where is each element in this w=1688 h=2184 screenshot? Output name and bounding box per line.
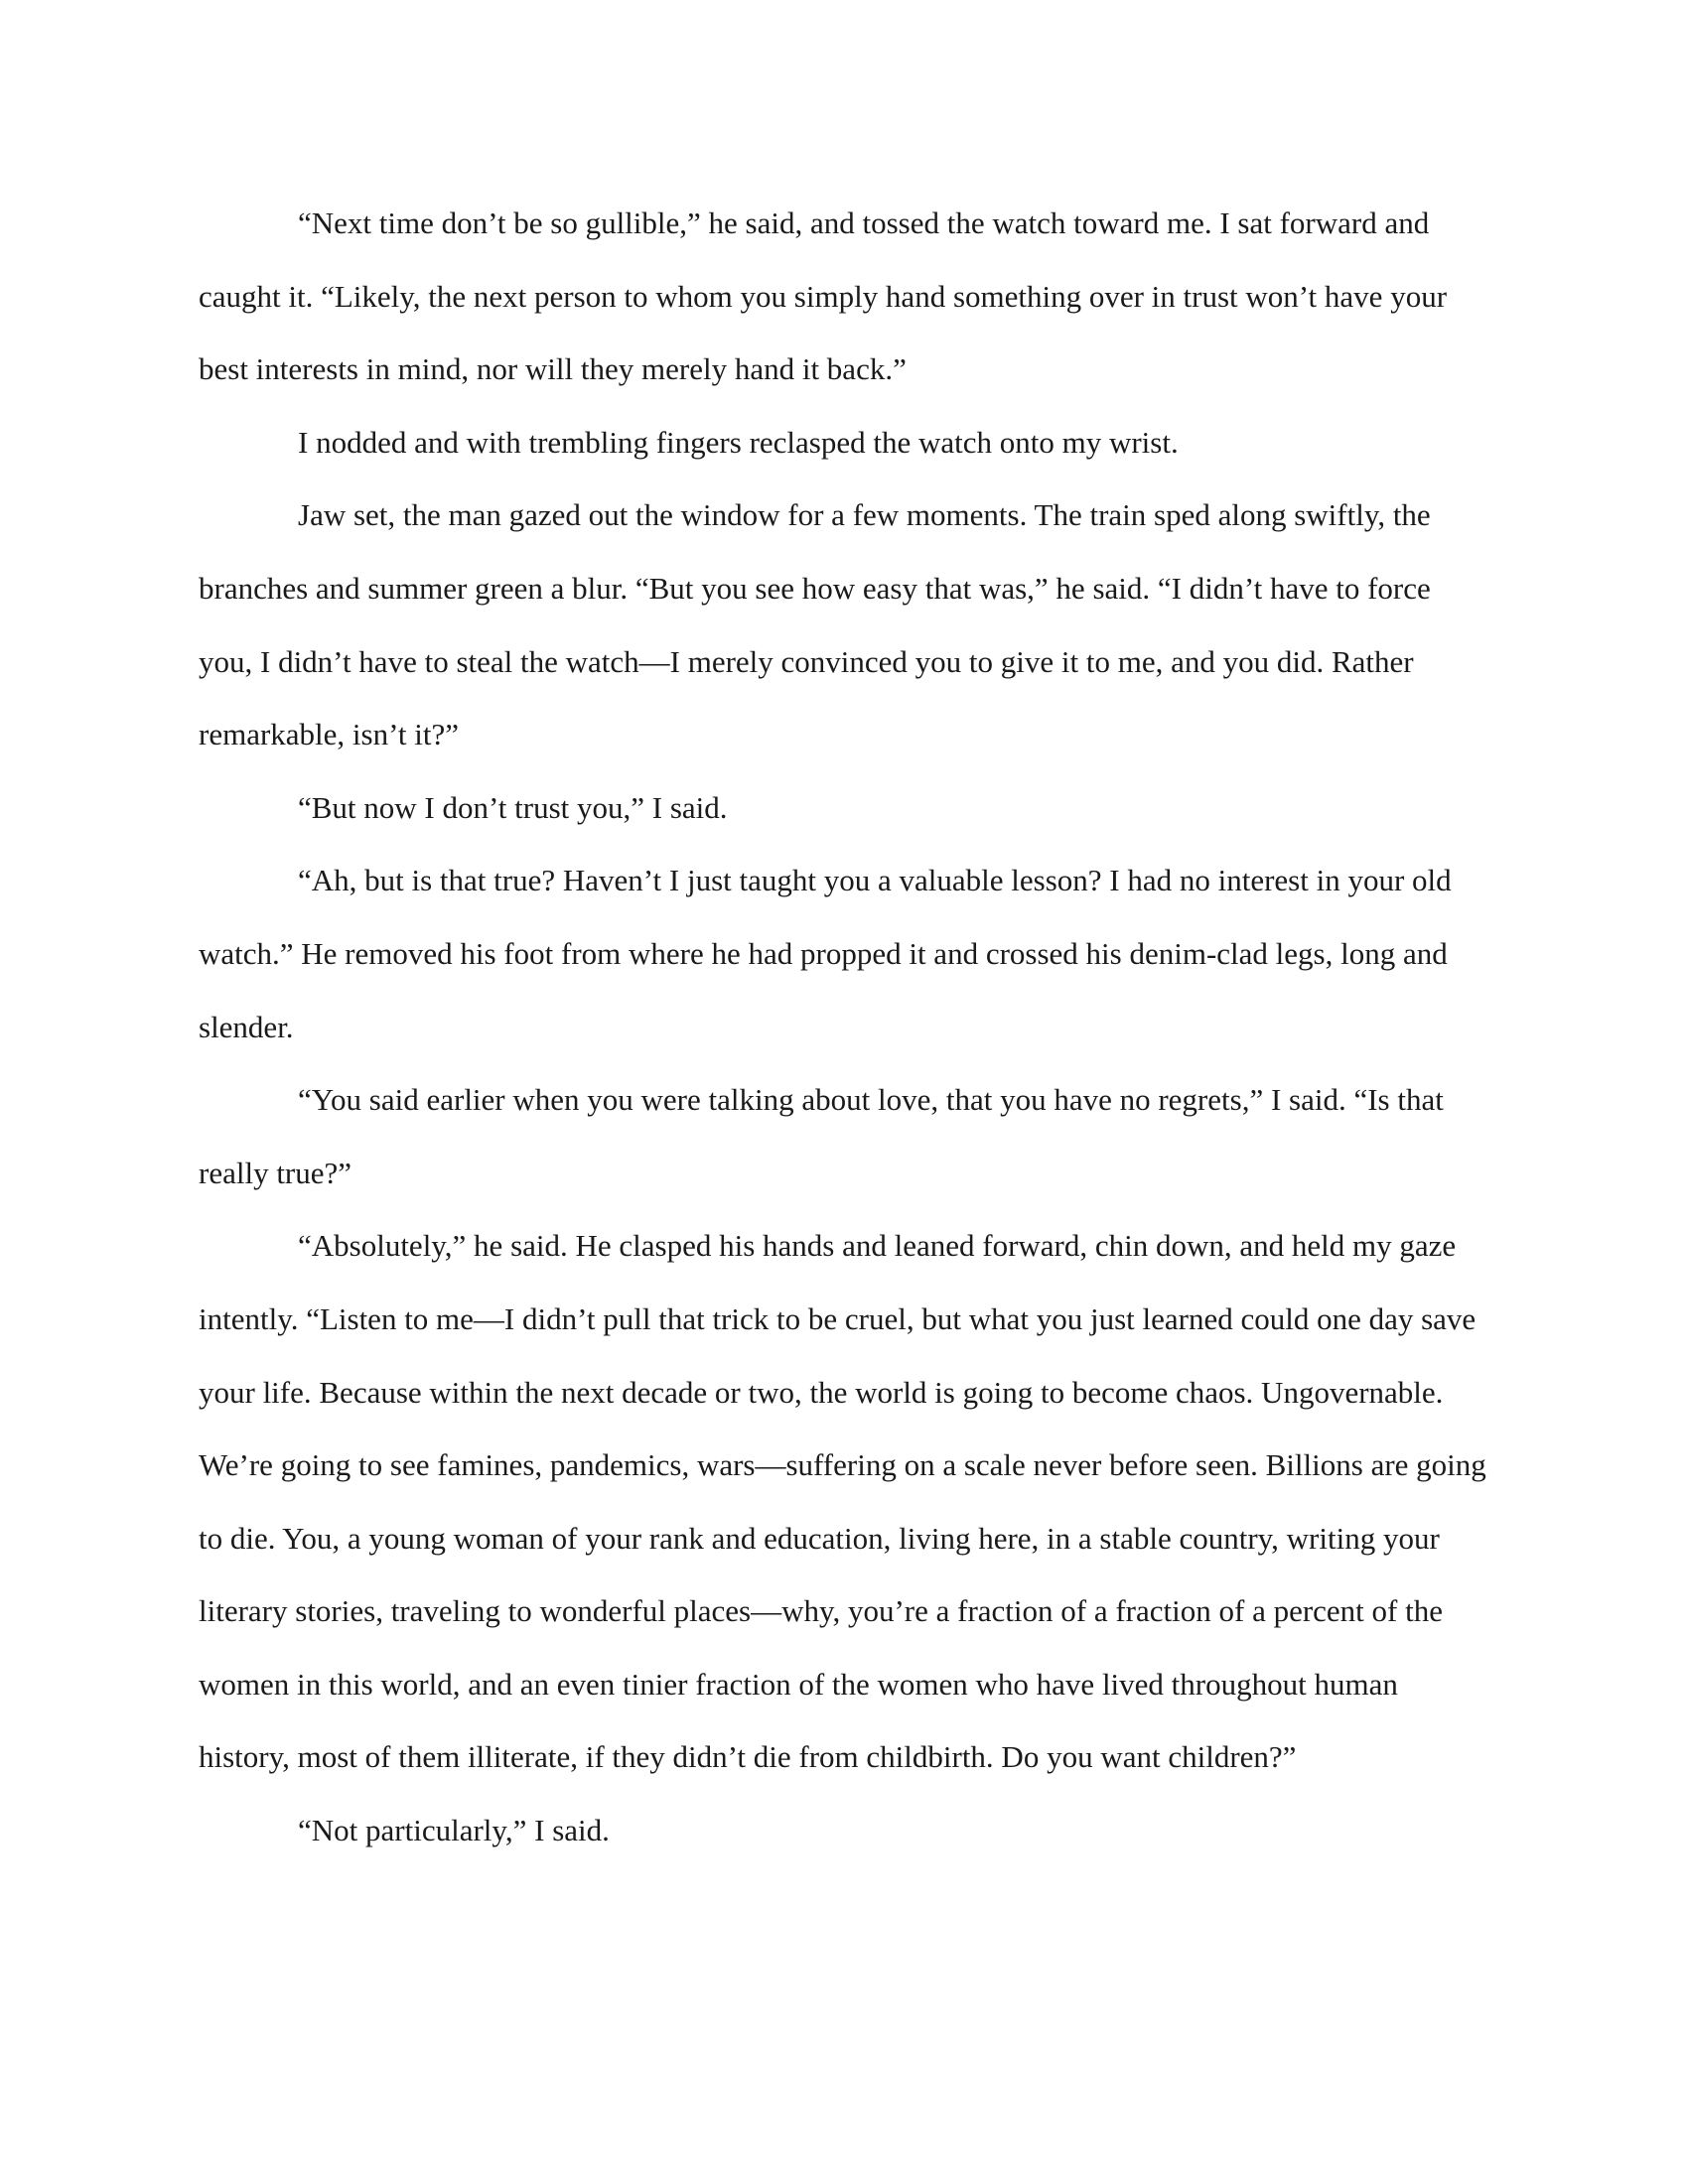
paragraph-8: “Not particularly,” I said. xyxy=(298,1813,610,1848)
paragraph-7: “Absolutely,” he said. He clasped his hands and leaned forward, chin down, and held my gaze intently. “Listen to me—I didn’t pull that trick to be cruel, but what you just learned could one day save your life. Because within the next decade or two, the world is going to become chaos. Ungovernable. We’re going to see famines, pandemics, wars—suffering on a scale never before seen. Billions are going to die. You, a young woman of your rank and education, living here, in a stable country, writing your literary stories, traveling to wonderful places—why, you’re a fraction of a fraction of a percent of the women in this world, and an even tinier fraction of the women who have lived throughout human history, most of them illiterate, if they didn’t die from childbirth. Do you want children?” xyxy=(199,1228,1486,1775)
paragraph-6: “You said earlier when you were talking about love, that you have no regrets,” I said. “Is that really true?” xyxy=(199,1082,1444,1190)
paragraph-2: I nodded and with trembling fingers reclasped the watch onto my wrist. xyxy=(298,424,1179,460)
paragraph-1: “Next time don’t be so gullible,” he said, and tossed the watch toward me. I sat forward and caught it. “Likely, the next person to whom you simply hand something over in trust won’t have your best interests in mind, nor will they merely hand it back.” xyxy=(199,205,1448,387)
paragraph-4: “But now I don’t trust you,” I said. xyxy=(298,789,728,825)
manuscript-body xyxy=(199,187,1489,1867)
paragraph-3: Jaw set, the man gazed out the window for a few moments. The train sped along swiftly, the branches and summer green a blur. “But you see how easy that was,” he said. “I didn’t have to force you, I didn’t have to steal the watch—I merely convinced you to give it to me, and you did. Rather remarkable, isn’t it?” xyxy=(199,497,1431,752)
paragraph-5: “Ah, but is that true? Haven’t I just taught you a valuable lesson? I had no interest in your old watch.” He removed his foot from where he had propped it and crossed his denim-clad legs, long and slender. xyxy=(199,863,1452,1044)
